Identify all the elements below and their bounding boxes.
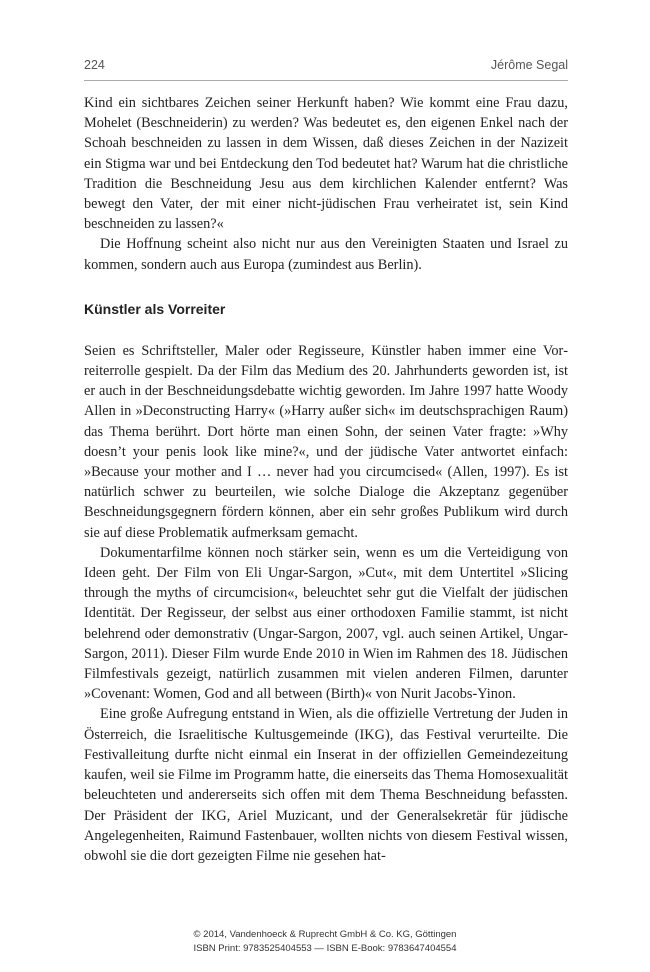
paragraph: Seien es Schriftsteller, Maler oder Regisseure, Künstler haben immer eine Vorreiterrolle gespielt. Da der Film das Medium des 20. Jahrhunderts geworden ist, ist er auch in der Beschneidungsdebatte wichtig geworden. Im Jahre 1997 hatte Woody Allen in »Deconstructing Harry« (»Harry außer sich« im deutschsprachigen Raum) das Thema berührt. Dort hörte man einen Sohn, der seinen Vater fragte: »Why doesn’t your penis look like mine?«, und der jüdische Vater antwortet einfach: »Because your mother and I … never had you circumcised« (Allen, 1997). Es ist natürlich schwer zu beurteilen, wie solche Dialoge die Akzeptanz gegenüber Beschneidungsgegnern fördern können, aber ein sehr großes Publikum wird durch sie auf diese Problematik aufmerksam gemacht. [84, 342, 568, 541]
paragraph: Kind ein sichtbares Zeichen seiner Herkunft haben? Wie kommt eine Frau dazu, Mohelet (Beschneiderin) zu werden? Was bedeutet es, den eigenen Enkel nach der Schoah beschneiden zu lassen in dem Wissen, daß dieses Zeichen in der Nazizeit ein Stigma war und bei Entdeckung den Tod bedeutet hat? Warum hat die christliche Tradition die Beschneidung Jesu aus dem kirchlichen Kalender entfernt? Was bewegt den Vater, der mit einer nicht-jüdischen Frau verheiratet ist, sein Kind beschneiden zu lassen?« [84, 95, 568, 233]
header-rule [84, 80, 568, 81]
isbn-line: ISBN Print: 9783525404553 — ISBN E-Book: 9783647404554 [193, 943, 457, 954]
paragraph: Dokumentarfilme können noch stärker sein, wenn es um die Verteidigung von Ideen geht. Der Film von Eli Ungar-Sargon, »Cut«, mit dem Untertitel »Slicing through the myths of circumcision«, beleuchtet sehr gut die Vielfalt der jüdischen Identität. Der Regisseur, der selbst aus einer orthodoxen Familie stammt, ist nicht belehrend oder demonstrativ (Ungar-Sargon, 2007, vgl. auch seinen Artikel, Ungar-Sargon, 2011). Dieser Film wurde Ende 2010 in Wien im Rahmen des 18. Jüdischen Filmfestivals gezeigt, natürlich zusammen mit vielen anderen Filmen, darunter »Covenant: Women, God and all between (Birth)« von Nurit Jacobs-Yinon. [84, 544, 568, 703]
paragraph: Die Hoffnung scheint also nicht nur aus den Vereinigten Staaten und Israel zu kommen, sondern auch aus Europa (zumindest aus Berlin). [84, 236, 568, 273]
copyright-line: © 2014, Vandenhoeck & Ruprecht GmbH & Co. KG, Göttingen [193, 929, 457, 940]
body-text [84, 93, 568, 866]
running-head-author: Jérôme Segal [490, 58, 568, 72]
paragraph: Eine große Aufregung entstand in Wien, als die offizielle Vertretung der Juden in Österreich, die Israelitische Kultusgemeinde (IKG), das Festival verurteilte. Die Festivalleitung durfte nicht einmal ein Inserat in der offiziellen Gemeindezeitung kaufen, weil sie Filme im Programm hatte, die einerseits das Thema Homosexualität beleuchteten und andererseits sich offen mit dem Thema Beschneidung befassten. Der Präsident der IKG, Ariel Muzicant, und der Generalsekretär für jüdische Angelegenheiten, Raimund Fastenbauer, wollten nichts von diesem Festival wissen, obwohl sie die dort gezeigten Filme nie gesehen hat- [84, 706, 568, 864]
running-head [84, 58, 568, 72]
section-heading: Künstler als Vorreiter [84, 300, 226, 317]
copyright-footer [0, 928, 650, 956]
page-number: 224 [84, 58, 105, 72]
